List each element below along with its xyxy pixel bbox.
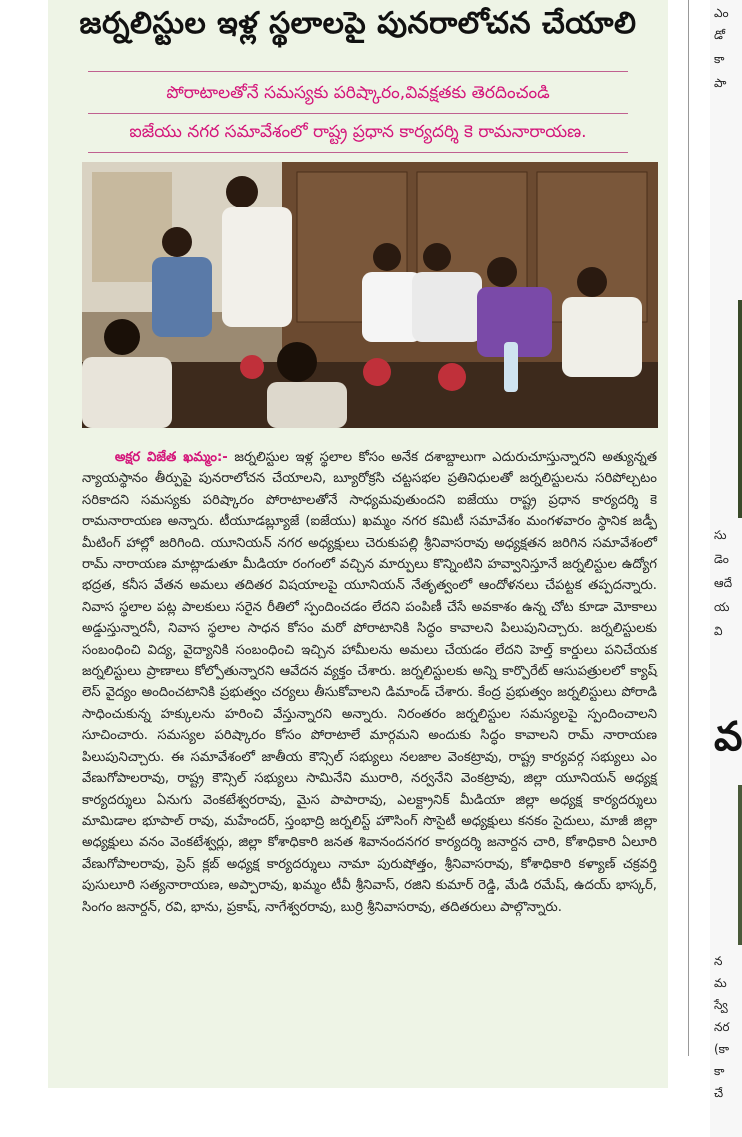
headline: జర్నలిస్టుల ఇళ్ల స్థలాలపై పునరాలోచన చేయాలి [79,6,637,41]
fragment: కా [714,1064,725,1078]
article-body [82,447,657,918]
subheadline-2: ఐజేయు నగర సమావేశంలో రాష్ట్ర ప్రధాన కార్యదర్శి కె రామనారాయణ. [129,122,587,142]
adjacent-headline-fragment: వ [714,714,742,760]
fragment: కా [714,52,725,66]
fragment: పా [714,76,727,90]
fragment: మ [714,976,727,990]
article-card [48,0,668,1088]
dateline: అక్షర విజేత ఖమ్మం:- [114,450,228,465]
body-paragraph: జర్నలిస్టుల ఇళ్ల స్థలాల కోసం అనేక దశాబ్దాలుగా ఎదురుచూస్తున్నారని అత్యున్నత న్యాయస్థానం తీర్పుపై పునరాలోచన చేయాలని, బ్యూరోక్రసి చట్టసభల ప్రతినిధులతో జర్నలిస్టులను సరిపోల్చటం సరికాదని సమస్యకు పరిష్కారం పోరాటాలతోనే సాధ్యమవుతుందని ఐజేయు రాష్ట్ర ప్రధాన కార్యదర్శి కె రామనారాయణ అన్నారు. టీయూడబ్ల్యూజే (ఐజేయు) ఖమ్మం నగర కమిటీ సమావేశం మంగళవారం స్థానిక జడ్పీ మీటింగ్ హాల్లో జరిగింది. యూనియన్ నగర అధ్యక్షులు చెరుకుపల్లి శ్రీనివాసరావు అధ్యక్షతన జరిగిన సమావేశంలో రామ్ నారాయణ మాట్లాడుతూ మీడియా రంగంలో వచ్చిన మార్పులు కొన్నింటిని హవ్వానిస్తూనే జర్నలిస్టుల ఉద్యోగ భద్రత, కనీస వేతన అమలు తదితర విషయాలపై యూనియన్ నేతృత్వంలో ఆందోళనలు చేపట్టక తప్పదన్నారు. నివాస స్థలాల పట్ల పాలకులు సరైన రీతిలో స్పందించడం లేదని పంపిణీ చేసే అవకాశం ఉన్న చోట కూడా మోకాలు అడ్డుస్తున్నారనీ, నివాస స్థలాల సాధన కోసం మరో పోరాటానికి సిద్ధం కావాలని పిలుపునిచ్చారు. జర్నలిస్టులకు సంబంధించి విద్య, వైద్యానికి సంబంధించి ఇచ్చిన హామీలను అమలు చేయడం లేదని హెల్త్ కార్డులు పనిచేయక జర్నలిస్టులు ప్రాణాలు కోల్పోతున్నారని ఆవేదన వ్యక్తం చేశారు. జర్నలిస్టులకు అన్ని కార్పొరేట్ ఆసుపత్రులలో క్యాష్ లెస్ వైద్యం అందించటానికి ప్రభుత్వం చర్యలు తీసుకోవాలని డిమాండ్ చేశారు. కేంద్ర ప్రభుత్వం జర్నలిస్టులు పోరాడి సాధించుకున్న హక్కులను హరించి వేస్తున్నారని అన్నారు. నిరంతరం జర్నలిస్టుల సమస్యలపై స్పందించాలని సూచించారు. సమస్యల పరిష్కారం కోసం పోరాటాలే మార్గమని అందుకు సిద్ధం కావాలని రామ్ నారాయణ పిలుపునిచ్చారు. ఈ సమావేశంలో జాతీయ కౌన్సిల్ సభ్యులు నలజాల వెంకట్రావు, రాష్ట్ర కార్యవర్గ సభ్యులు ఎం వేణుగోపాలరావు, రాష్ట్ర కౌన్సిల్ సభ్యులు సామినేని మురారి, నర్వనేని వెంకట్రావు, జిల్లా యూనియన్ అధ్యక్ష కార్యదర్శులు ఏనుగు వెంకటేశ్వరరావు, మైస పాపారావు, ఎలక్ట్రానిక్ మీడియా జిల్లా అధ్యక్ష కార్యదర్శులు మామిడాల భూపాల్ రావు, మహేందర్, స్తంభాద్రి జర్నలిస్ట్ హౌసింగ్ సొసైటీ అధ్యక్షులు కనకం సైదులు, మాజీ జిల్లా అధ్యక్షులు వనం వెంకటేశ్వర్లు, జిల్లా కోశాధికారి జనత శివానందనగర కార్యదర్శి జనార్దన చారి, కోశాధికారి ఏలూరి వేణుగోపాలరావు, ప్రెస్ క్లబ్ అధ్యక్ష కార్యదర్శులు నామా పురుషోత్తం, శ్రీనివాసరావు, కోశాధికారి కళ్యాణ్ చక్రవర్తి పుసులూరి సత్యనారాయణ, అప్పారావు, ఖమ్మం టీవీ శ్రీనివాస్, రజిని కుమార్ రెడ్డి, మేడి రమేష్, ఉదయ్ భాస్కర్, సింగం జనార్దన్, రవి, భాను, ప్రకాష్, నాగేశ్వరరావు, బుర్రి శ్రీనివాసరావు, తదితరులు పాల్గొన్నారు. [82,450,657,915]
adjacent-photo [738,300,742,518]
fragment: డో [714,28,725,42]
fragment: చే [714,1086,724,1100]
fragment: (కా [714,1042,730,1056]
fragment: డెం [714,552,729,566]
fragment: ఆదే [714,576,733,590]
adjacent-photo [738,785,742,945]
meeting-photo [82,162,658,428]
fragment: య [714,600,730,614]
fragment: ఎం [714,6,729,20]
column-divider [688,0,689,1056]
fragment: నర [714,1020,730,1034]
fragment: న [714,954,723,968]
fragment: సు [714,528,727,542]
divider [88,113,628,114]
adjacent-article [710,0,742,1137]
fragment: స్వే [714,998,728,1012]
subheadline-1: పోరాటాలతోనే సమస్యకు పరిష్కారం,వివక్షతకు తెరదించండి [166,83,550,103]
fragment: వి [714,624,723,638]
divider [88,71,628,72]
divider [88,152,628,153]
